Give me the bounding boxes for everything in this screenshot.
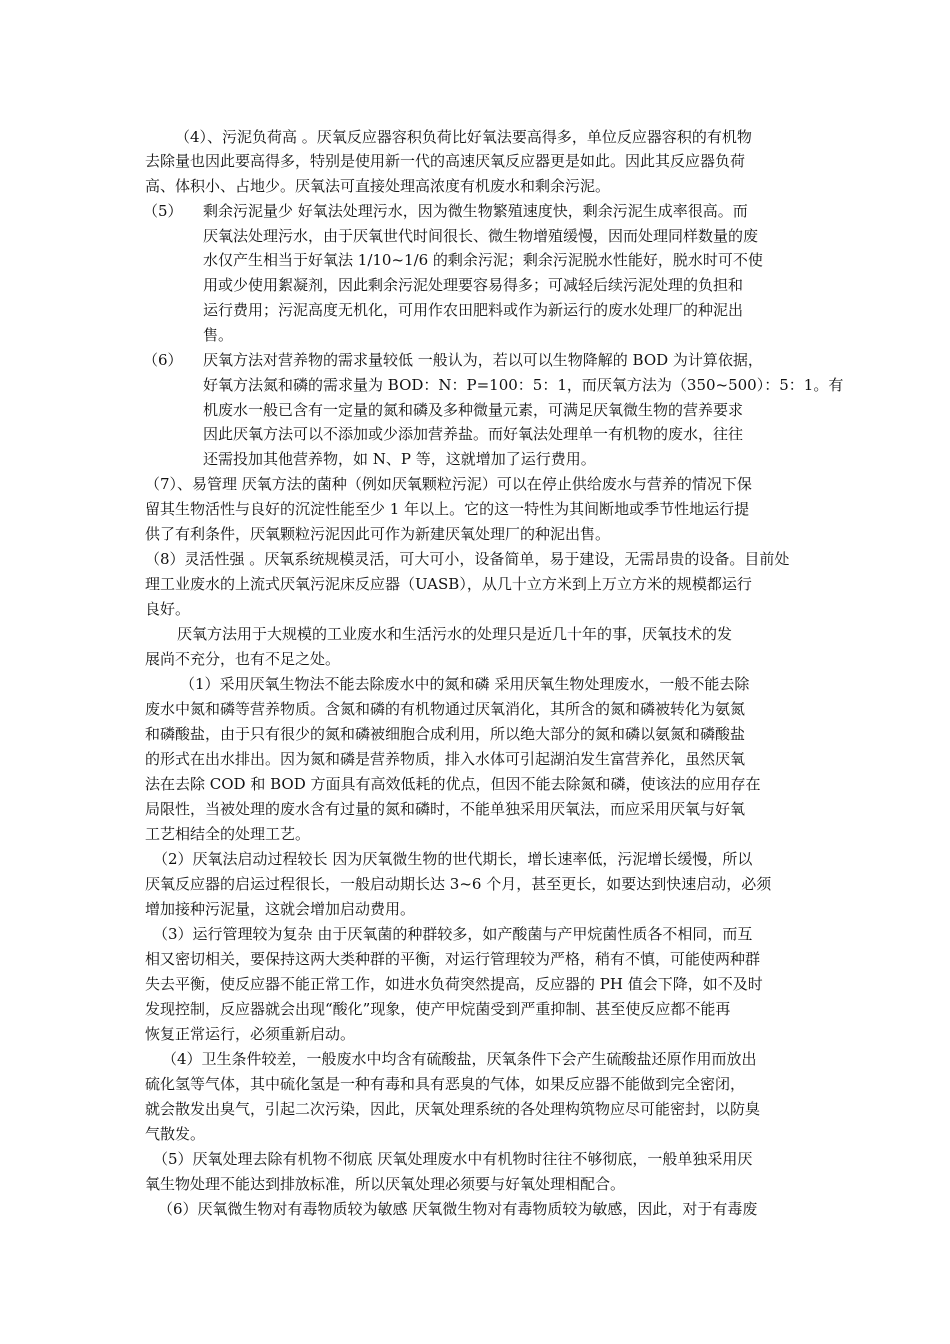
text-line: （4）卫生条件较差，一般废水中均含有硫酸盐，厌氧条件下会产生硫酸盐还原作用而放出	[162, 1050, 757, 1068]
text-line: 气散发。	[145, 1125, 206, 1143]
text-line: 厌氧方法用于大规模的工业废水和生活污水的处理只是近几十年的事，厌氧技术的发	[177, 625, 733, 643]
text-line: 售。	[203, 326, 234, 344]
text-line: 厌氧反应器的启运过程很长，一般启动期长达 3~6 个月，甚至更长，如要达到快速启动，必须	[145, 875, 772, 893]
text-line: 失去平衡，使反应器不能正常工作，如进水负荷突然提高，反应器的 PH 值会下降，如不及时	[145, 975, 763, 993]
text-line: 的形式在出水排出。因为氮和磷是营养物质，排入水体可引起湖泊发生富营养化，虽然厌氧	[145, 750, 746, 768]
text-line: 留其生物活性与良好的沉淀性能至少 1 年以上。它的这一特性为其间断地或季节性地运行提	[145, 500, 750, 518]
text-line: 氧生物处理不能达到排放标准，所以厌氧处理必须要与好氧处理相配合。	[145, 1175, 626, 1193]
text-line: （3）运行管理较为复杂 由于厌氧菌的种群较多，如产酸菌与产甲烷菌性质各不相同，而互	[153, 925, 753, 943]
text-line: 增加接种污泥量，这就会增加启动费用。	[145, 900, 416, 918]
text-line: 工艺相结全的处理工艺。	[145, 825, 311, 843]
text-line: （4）、污泥负荷高 。厌氧反应器容积负荷比好氧法要高得多，单位反应器容积的有机物	[175, 128, 752, 146]
text-line: 厌氧法处理污水，由于厌氧世代时间很长、微生物增殖缓慢，因而处理同样数量的废	[203, 227, 759, 245]
text-line: 理工业废水的上流式厌氧污泥床反应器（UASB），从几十立方米到上万立方米的规模都运行	[145, 575, 752, 593]
text-line: 和磷酸盐，由于只有很少的氮和磷被细胞合成利用，所以绝大部分的氮和磷以氨氮和磷酸盐	[145, 725, 746, 743]
text-line: 硫化氢等气体，其中硫化氢是一种有毒和具有恶臭的气体，如果反应器不能做到完全密闭，	[145, 1075, 746, 1093]
text-line: 法在去除 COD 和 BOD 方面具有高效低耗的优点，但因不能去除氮和磷，使该法的应用存在	[145, 775, 761, 793]
list-marker: （5）	[143, 202, 183, 220]
text-line: 因此厌氧方法可以不添加或少添加营养盐。而好氧法处理单一有机物的废水，往往	[203, 425, 744, 443]
text-line: 相又密切相关，要保持这两大类种群的平衡，对运行管理较为严格，稍有不慎，可能使两种群	[145, 950, 761, 968]
text-line: 水仅产生相当于好氧法 1/10~1/6 的剩余污泥；剩余污泥脱水性能好，脱水时可不使	[203, 251, 763, 269]
text-line: 就会散发出臭气，引起二次污染，因此，厌氧处理系统的各处理构筑物应尽可能密封，以防臭	[145, 1100, 761, 1118]
text-line: 厌氧方法对营养物的需求量较低 一般认为，若以可以生物降解的 BOD 为计算依据，	[203, 351, 763, 369]
list-marker: （6）	[143, 351, 183, 369]
text-line: 恢复正常运行，必须重新启动。	[145, 1025, 356, 1043]
text-line: 供了有利条件，厌氧颗粒污泥因此可作为新建厌氧处理厂的种泥出售。	[145, 525, 611, 543]
text-line: （6）厌氧微生物对有毒物质较为敏感 厌氧微生物对有毒物质较为敏感，因此，对于有毒废	[158, 1200, 758, 1218]
text-line: 发现控制，反应器就会出现“酸化”现象，使产甲烷菌受到严重抑制、甚至使反应都不能再	[145, 1000, 731, 1018]
text-line: 好氧方法氮和磷的需求量为 BOD：N：P=100：5：1，而厌氧方法为（350~500）：5：1。有	[203, 376, 844, 394]
text-line: 展尚不充分，也有不足之处。	[145, 650, 341, 668]
text-line: 高、体积小、占地少。厌氧法可直接处理高浓度有机废水和剩余污泥。	[145, 177, 611, 195]
text-line: 用或少使用絮凝剂，因此剩余污泥处理要容易得多；可减轻后续污泥处理的负担和	[203, 276, 744, 294]
text-line: 剩余污泥量少 好氧法处理污水，因为微生物繁殖速度快，剩余污泥生成率很高。而	[203, 202, 748, 220]
text-line: 去除量也因此要高得多，特别是使用新一代的高速厌氧反应器更是如此。因此其反应器负荷	[145, 152, 746, 170]
text-line: （5）厌氧处理去除有机物不彻底 厌氧处理废水中有机物时往往不够彻底，一般单独采用厌	[153, 1150, 753, 1168]
text-line: 机废水一般已含有一定量的氮和磷及多种微量元素，可满足厌氧微生物的营养要求	[203, 401, 744, 419]
text-line: 局限性，当被处理的废水含有过量的氮和磷时，不能单独采用厌氧法，而应采用厌氧与好氧	[145, 800, 746, 818]
text-line: （2）厌氧法启动过程较长 因为厌氧微生物的世代期长，增长速率低，污泥增长缓慢，所以	[153, 850, 753, 868]
text-line: （1）采用厌氧生物法不能去除废水中的氮和磷 采用厌氧生物处理废水，一般不能去除	[180, 675, 750, 693]
text-line: （7）、易管理 厌氧方法的菌种（例如厌氧颗粒污泥）可以在停止供给废水与营养的情况下保	[145, 475, 752, 493]
text-line: 良好。	[145, 600, 191, 618]
text-line: （8）灵活性强 。厌氧系统规模灵活，可大可小，设备简单，易于建设，无需昂贵的设备。目前处	[145, 550, 790, 568]
text-line: 废水中氮和磷等营养物质。含氮和磷的有机物通过厌氧消化，其所含的氮和磷被转化为氨氮	[145, 700, 746, 718]
text-line: 还需投加其他营养物，如 N、P 等，这就增加了运行费用。	[203, 450, 596, 468]
text-line: 运行费用；污泥高度无机化，可用作农田肥料或作为新运行的废水处理厂的种泥出	[203, 301, 744, 319]
